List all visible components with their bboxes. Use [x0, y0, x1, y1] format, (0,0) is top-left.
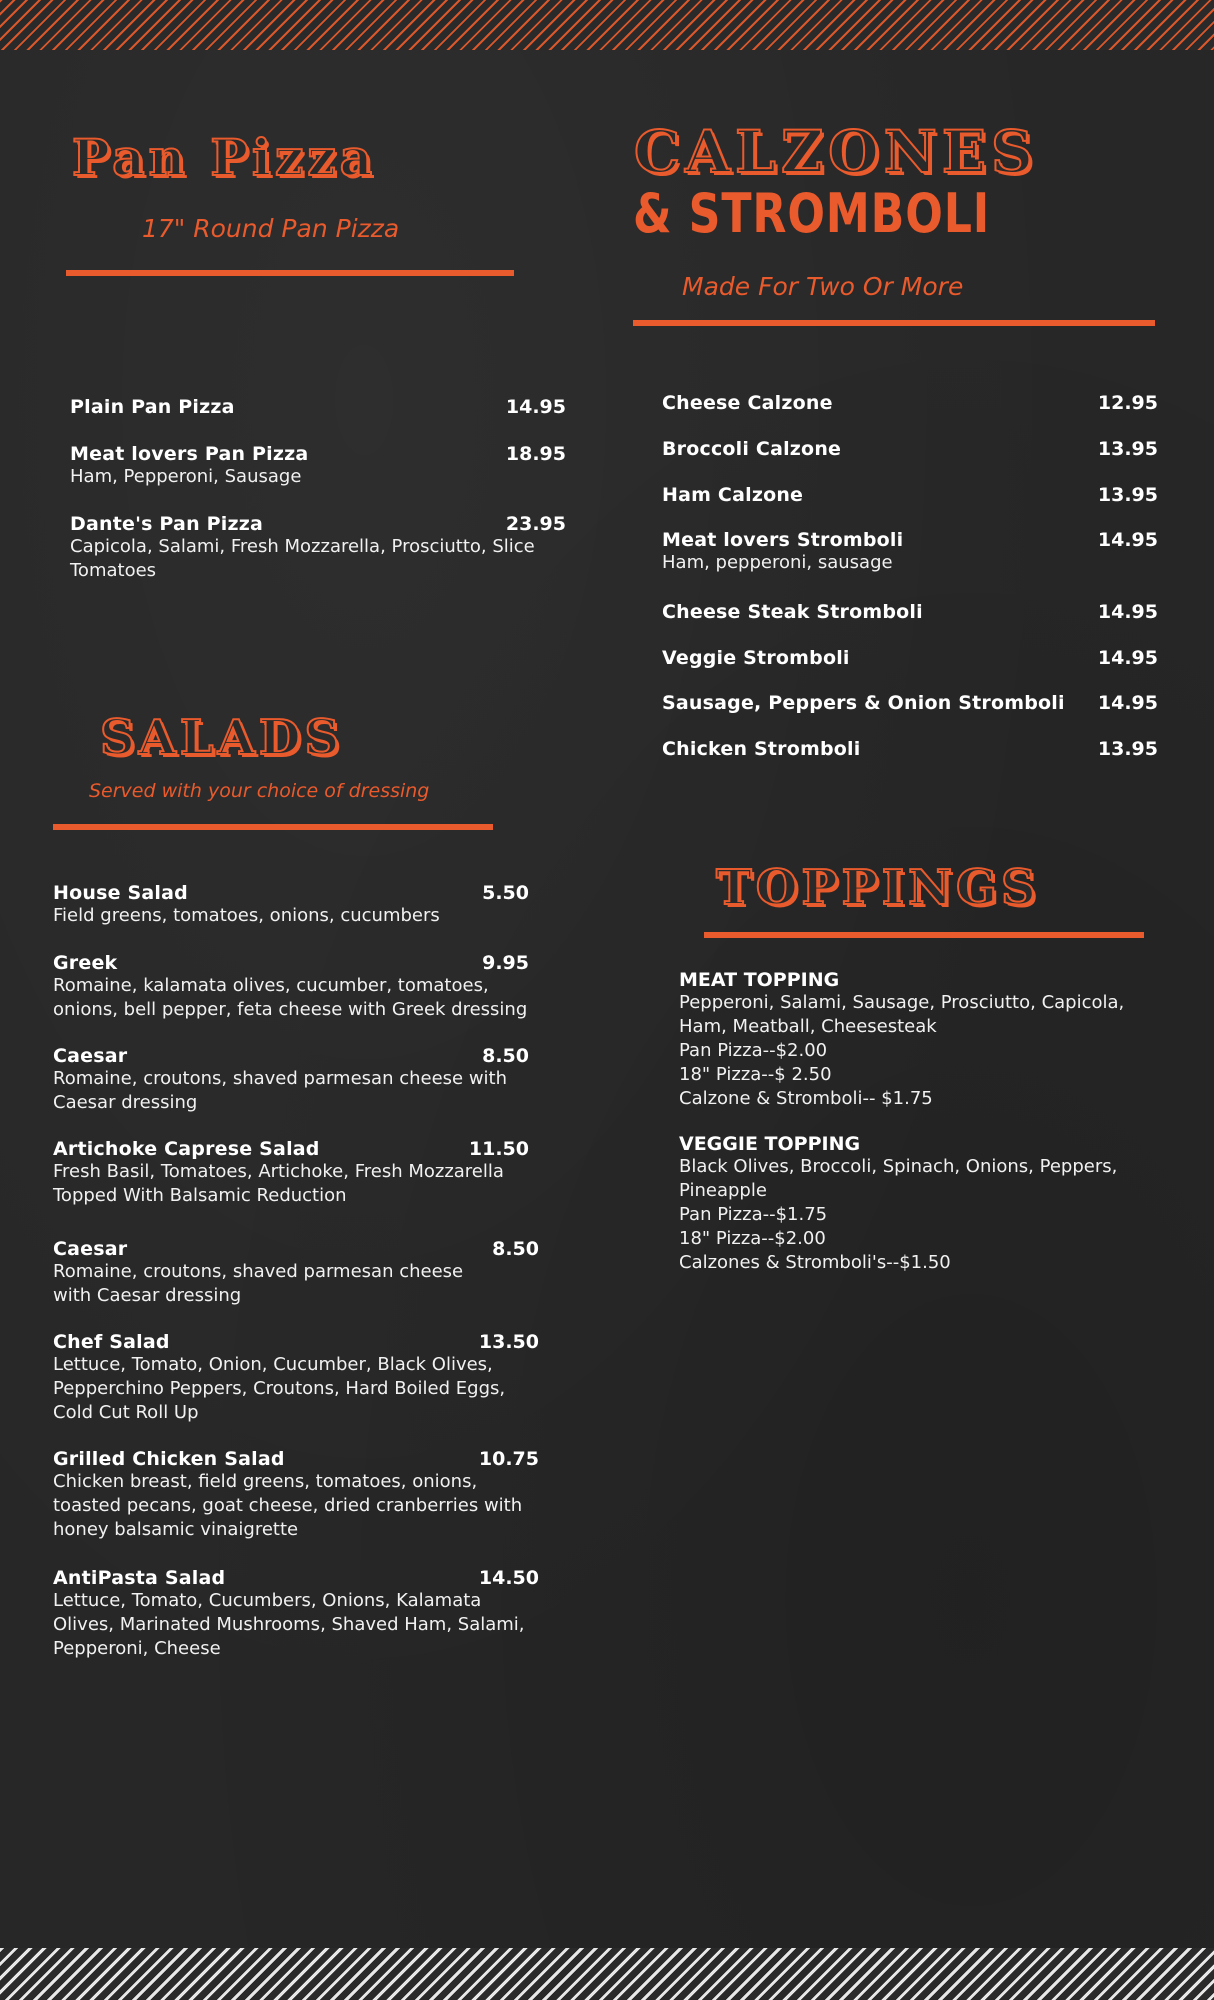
item-name: Grilled Chicken Salad	[53, 1448, 285, 1470]
item-description: Capicola, Salami, Fresh Mozzarella, Prosciutto, Slice Tomatoes	[70, 536, 535, 581]
item-price: 14.95	[1097, 692, 1158, 714]
item-name: Veggie Stromboli	[662, 647, 850, 669]
calzones-rule	[633, 320, 1155, 326]
menu-item	[662, 438, 1158, 460]
veggie-topping-price: 18" Pizza--$2.00	[679, 1228, 826, 1249]
item-description: Ham, pepperoni, sausage	[662, 552, 893, 573]
item-name: Caesar	[53, 1238, 128, 1260]
meat-topping-list: Pepperoni, Salami, Sausage, Prosciutto, Capicola, Ham, Meatball, Cheesesteak	[679, 992, 1125, 1037]
menu-item	[662, 529, 1158, 575]
menu-item	[662, 692, 1158, 714]
menu-item	[662, 738, 1158, 760]
menu-item	[70, 513, 566, 583]
menu-item	[53, 1567, 539, 1661]
item-name: Dante's Pan Pizza	[70, 513, 263, 535]
pan-pizza-subtitle: 17" Round Pan Pizza	[142, 214, 400, 243]
item-description: Romaine, kalamata olives, cucumber, tomatoes, onions, bell pepper, feta cheese with Greek dressing	[53, 975, 528, 1020]
menu-item	[53, 1045, 529, 1115]
top-stripe-border	[0, 0, 1214, 50]
menu-item	[53, 882, 529, 928]
pan-pizza-title: Pan Pizza	[72, 128, 377, 187]
meat-topping-price: Pan Pizza--$2.00	[679, 1040, 828, 1061]
item-name: Chicken Stromboli	[662, 738, 861, 760]
item-name: Cheese Calzone	[662, 392, 833, 414]
item-name: Cheese Steak Stromboli	[662, 601, 923, 623]
item-name: Plain Pan Pizza	[70, 396, 235, 418]
item-price: 14.95	[505, 396, 566, 418]
veggie-topping-list: Black Olives, Broccoli, Spinach, Onions, Peppers, Pineapple	[679, 1156, 1118, 1201]
item-price: 10.75	[478, 1448, 539, 1470]
veggie-topping-block	[679, 1133, 1139, 1275]
meat-topping-price: 18" Pizza--$ 2.50	[679, 1064, 832, 1085]
veggie-topping-price: Pan Pizza--$1.75	[679, 1204, 828, 1225]
menu-item	[70, 396, 566, 418]
item-name: Chef Salad	[53, 1331, 170, 1353]
pan-pizza-rule	[66, 270, 514, 276]
calzones-subtitle: Made For Two Or More	[682, 272, 964, 301]
item-price: 13.95	[1097, 484, 1158, 506]
stromboli-title: & STROMBOLI	[633, 182, 991, 245]
calzones-title: CALZONES	[634, 118, 1038, 186]
meat-topping-heading: MEAT TOPPING	[679, 969, 840, 991]
veggie-topping-heading: VEGGIE TOPPING	[679, 1133, 861, 1155]
menu-item	[662, 601, 1158, 623]
item-name: Meat lovers Stromboli	[662, 529, 904, 551]
item-name: Artichoke Caprese Salad	[53, 1138, 320, 1160]
item-price: 11.50	[468, 1138, 529, 1160]
salads-rule	[53, 824, 493, 830]
item-name: AntiPasta Salad	[53, 1567, 226, 1589]
item-name: Broccoli Calzone	[662, 438, 842, 460]
item-price: 14.95	[1097, 529, 1158, 551]
item-price: 5.50	[482, 882, 529, 904]
meat-topping-block	[679, 969, 1139, 1111]
menu-item	[70, 443, 566, 489]
item-price: 14.50	[478, 1567, 539, 1589]
menu-item	[53, 1238, 539, 1308]
item-name: House Salad	[53, 882, 188, 904]
menu-item	[53, 1448, 539, 1542]
item-price: 13.95	[1097, 438, 1158, 460]
item-price: 8.50	[482, 1045, 529, 1067]
item-description: Fresh Basil, Tomatoes, Artichoke, Fresh Mozzarella Topped With Balsamic Reduction	[53, 1161, 504, 1206]
item-price: 9.95	[482, 952, 529, 974]
menu-item	[662, 647, 1158, 669]
menu-item	[662, 484, 1158, 506]
salads-subtitle: Served with your choice of dressing	[89, 780, 430, 802]
item-price: 14.95	[1097, 601, 1158, 623]
item-description: Lettuce, Tomato, Cucumbers, Onions, Kalamata Olives, Marinated Mushrooms, Shaved Ham, Salami, Pepperoni, Cheese	[53, 1590, 525, 1659]
salads-title: SALADS	[100, 710, 344, 766]
item-description: Lettuce, Tomato, Onion, Cucumber, Black Olives, Pepperchino Peppers, Croutons, Hard Boiled Eggs, Cold Cut Roll Up	[53, 1354, 506, 1423]
item-name: Ham Calzone	[662, 484, 804, 506]
menu-item	[662, 392, 1158, 414]
item-name: Greek	[53, 952, 118, 974]
menu-item	[53, 952, 529, 1022]
item-name: Caesar	[53, 1045, 128, 1067]
item-price: 13.95	[1097, 738, 1158, 760]
item-name: Meat lovers Pan Pizza	[70, 443, 309, 465]
toppings-title: TOPPINGS	[716, 860, 1040, 916]
item-price: 14.95	[1097, 647, 1158, 669]
item-price: 12.95	[1097, 392, 1158, 414]
item-description: Field greens, tomatoes, onions, cucumbers	[53, 905, 440, 926]
item-price: 23.95	[505, 513, 566, 535]
toppings-rule	[704, 932, 1144, 938]
meat-topping-price: Calzone & Stromboli-- $1.75	[679, 1088, 933, 1109]
item-price: 8.50	[492, 1238, 539, 1260]
menu-item	[53, 1138, 529, 1208]
item-price: 13.50	[478, 1331, 539, 1353]
menu-item	[53, 1331, 539, 1425]
item-name: Sausage, Peppers & Onion Stromboli	[662, 692, 1065, 714]
item-description: Romaine, croutons, shaved parmesan cheese with Caesar dressing	[53, 1068, 508, 1113]
bottom-stripe-border	[0, 1948, 1214, 2000]
item-description: Romaine, croutons, shaved parmesan cheese with Caesar dressing	[53, 1261, 464, 1306]
veggie-topping-price: Calzones & Stromboli's--$1.50	[679, 1252, 951, 1273]
item-price: 18.95	[505, 443, 566, 465]
item-description: Ham, Pepperoni, Sausage	[70, 466, 302, 487]
item-description: Chicken breast, field greens, tomatoes, onions, toasted pecans, goat cheese, dried cranberries with honey balsamic vinaigrette	[53, 1471, 523, 1540]
